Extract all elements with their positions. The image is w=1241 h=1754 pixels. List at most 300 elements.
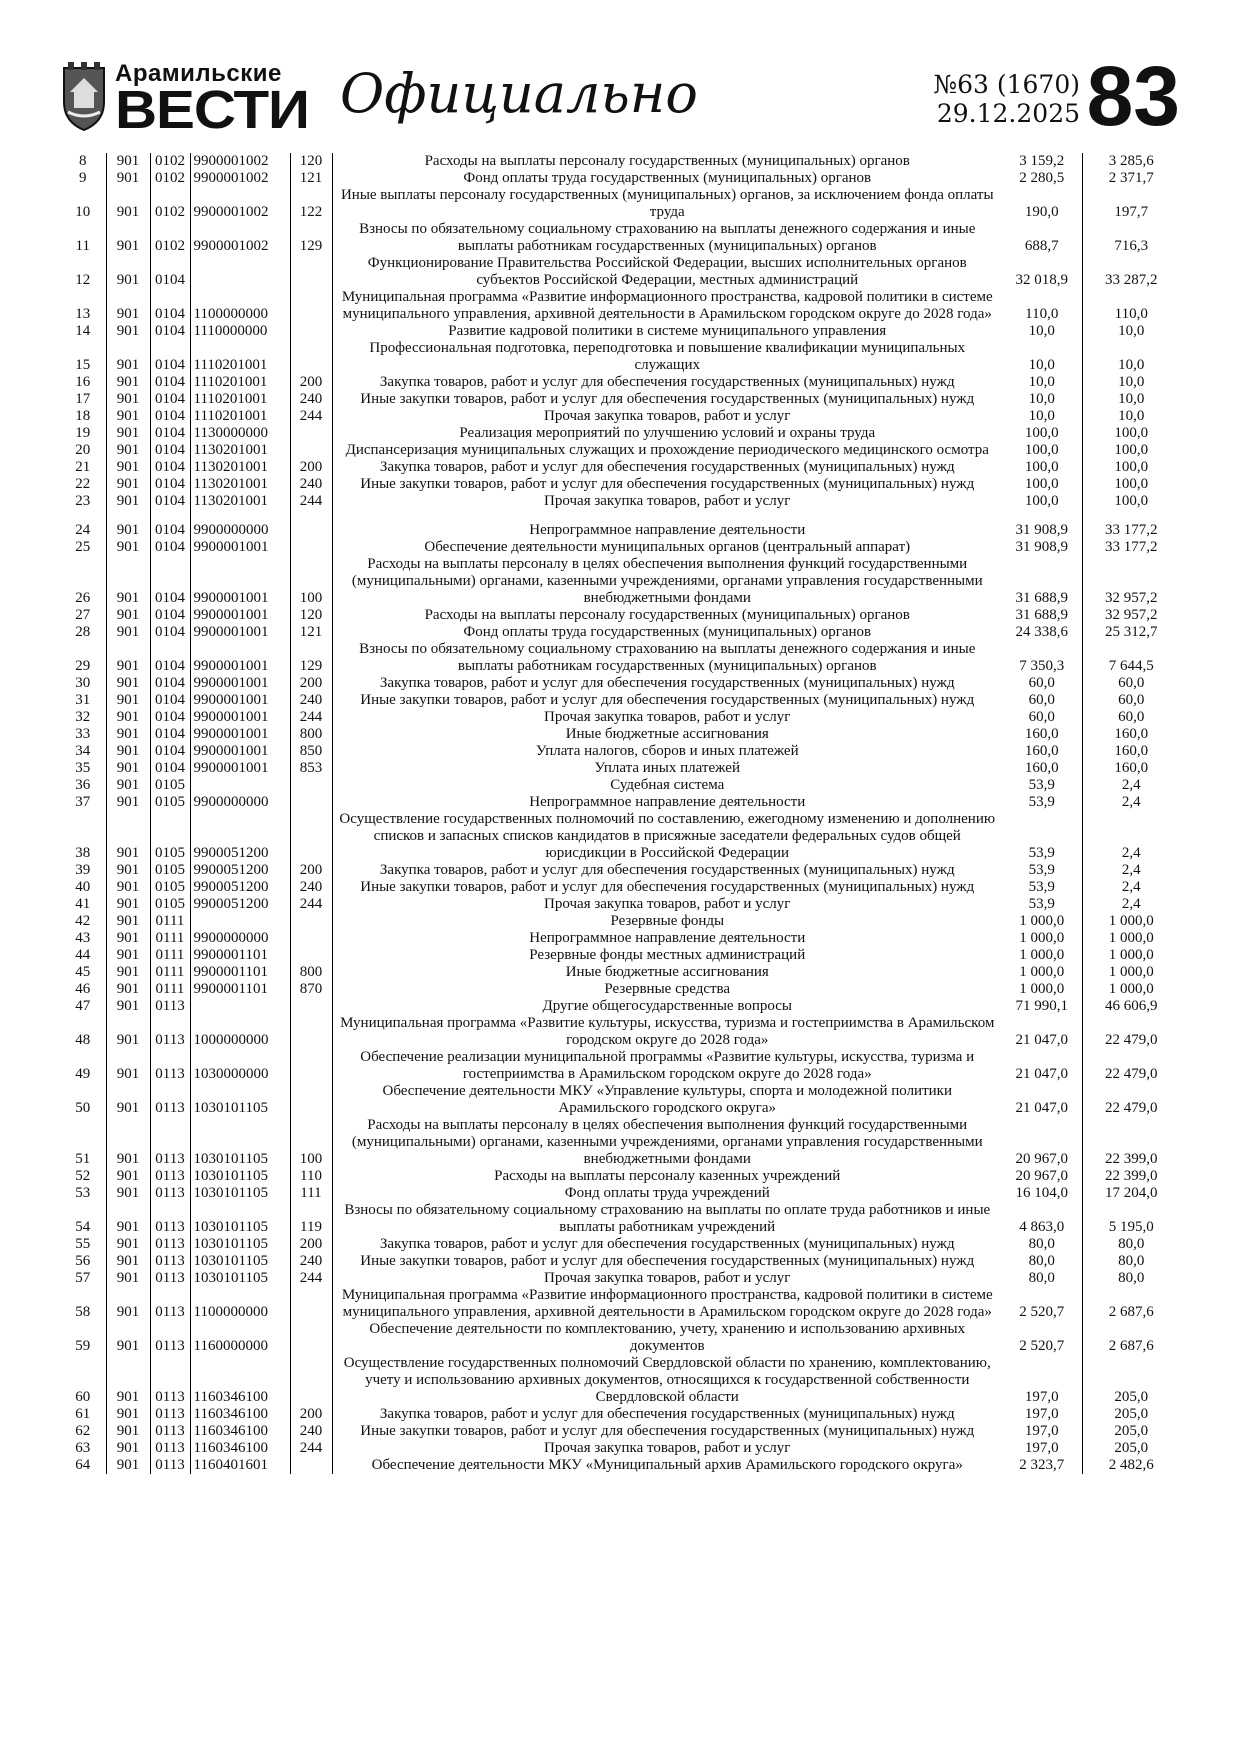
section-code: 0104 — [150, 476, 190, 493]
admin-code: 901 — [106, 408, 150, 425]
amount-2027: 10,0 — [1118, 357, 1145, 373]
row-number: 59 — [60, 1321, 106, 1355]
expense-type: 200 — [290, 675, 332, 692]
amount-2026: 24 338,6 — [1002, 624, 1082, 641]
admin-code: 901 — [106, 964, 150, 981]
table-row — [60, 1321, 1180, 1355]
expense-type: 240 — [290, 391, 332, 408]
admin-code: 901 — [106, 187, 150, 221]
section-code: 0113 — [150, 1202, 190, 1236]
section-code: 0104 — [150, 675, 190, 692]
table-row — [60, 794, 1180, 811]
target-article: 1110201001 — [190, 391, 290, 408]
admin-code: 901 — [106, 794, 150, 811]
description: Муниципальная программа «Развитие информационного пространства, кадровой политики в системе муниципального управления, архивной деятельности в Арамильском городском округе до 2028 года» — [341, 1287, 993, 1320]
amount-2027: 80,0 — [1118, 1270, 1145, 1286]
amount-2027: 10,0 — [1118, 374, 1145, 390]
section-code: 0113 — [150, 1440, 190, 1457]
row-number: 61 — [60, 1406, 106, 1423]
admin-code: 901 — [106, 289, 150, 323]
target-article: 1130201001 — [190, 476, 290, 493]
expense-type — [290, 947, 332, 964]
description: Обеспечение деятельности муниципальных органов (центральный аппарат) — [424, 539, 911, 555]
expense-type — [290, 811, 332, 862]
amount-2026: 100,0 — [1002, 459, 1082, 476]
admin-code: 901 — [106, 624, 150, 641]
table-row — [60, 896, 1180, 913]
table-row — [60, 1287, 1180, 1321]
amount-2027: 80,0 — [1118, 1253, 1145, 1269]
admin-code: 901 — [106, 981, 150, 998]
target-article: 1110000000 — [190, 323, 290, 340]
expense-type: 240 — [290, 879, 332, 896]
description: Прочая закупка товаров, работ и услуг — [544, 896, 791, 912]
expense-type: 240 — [290, 1423, 332, 1440]
expense-type — [290, 425, 332, 442]
section-code: 0104 — [150, 408, 190, 425]
description: Закупка товаров, работ и услуг для обеспечения государственных (муниципальных) нужд — [379, 374, 955, 390]
section-code: 0111 — [150, 947, 190, 964]
admin-code: 901 — [106, 391, 150, 408]
amount-2026: 53,9 — [1002, 896, 1082, 913]
description: Реализация мероприятий по улучшению условий и охраны труда — [459, 425, 876, 441]
target-article: 9900051200 — [190, 862, 290, 879]
table-row — [60, 408, 1180, 425]
table-row — [60, 1423, 1180, 1440]
amount-2027: 33 177,2 — [1105, 522, 1158, 538]
row-number: 41 — [60, 896, 106, 913]
row-number: 24 — [60, 522, 106, 539]
description: Другие общегосударственные вопросы — [542, 998, 792, 1014]
table-row — [60, 476, 1180, 493]
target-article: 1100000000 — [190, 289, 290, 323]
description: Обеспечение реализации муниципальной программы «Развитие культуры, искусства, туризма и гостеприимства в Арамильском городском округе до 2028 года» — [360, 1049, 975, 1082]
admin-code: 901 — [106, 1406, 150, 1423]
expense-type: 120 — [290, 153, 332, 170]
amount-2026: 80,0 — [1002, 1253, 1082, 1270]
section-code: 0104 — [150, 459, 190, 476]
target-article — [190, 998, 290, 1015]
description: Закупка товаров, работ и услуг для обеспечения государственных (муниципальных) нужд — [379, 862, 955, 878]
amount-2026: 3 159,2 — [1002, 153, 1082, 170]
description: Иные бюджетные ассигнования — [565, 964, 769, 980]
expense-type: 129 — [290, 641, 332, 675]
description: Уплата иных платежей — [594, 760, 740, 776]
amount-2026: 10,0 — [1002, 391, 1082, 408]
row-number: 57 — [60, 1270, 106, 1287]
section-code: 0113 — [150, 1117, 190, 1168]
amount-2026: 160,0 — [1002, 726, 1082, 743]
admin-code: 901 — [106, 930, 150, 947]
amount-2026: 2 520,7 — [1002, 1321, 1082, 1355]
expense-type: 244 — [290, 493, 332, 510]
description: Закупка товаров, работ и услуг для обеспечения государственных (муниципальных) нужд — [379, 675, 955, 691]
amount-2027: 22 399,0 — [1105, 1168, 1158, 1184]
table-row — [60, 998, 1180, 1015]
amount-2026: 53,9 — [1002, 879, 1082, 896]
target-article: 9900001001 — [190, 641, 290, 675]
section-code: 0104 — [150, 692, 190, 709]
row-number: 28 — [60, 624, 106, 641]
amount-2027: 22 479,0 — [1105, 1032, 1158, 1048]
target-article — [190, 777, 290, 794]
budget-table-body — [60, 153, 1180, 1474]
expense-type: 240 — [290, 476, 332, 493]
amount-2027: 1 000,0 — [1108, 930, 1154, 946]
target-article: 1160346100 — [190, 1423, 290, 1440]
amount-2027: 1 000,0 — [1108, 981, 1154, 997]
expense-type: 240 — [290, 692, 332, 709]
admin-code: 901 — [106, 675, 150, 692]
description: Функционирование Правительства Российской Федерации, высших исполнительных органов субъектов Российской Федерации, местных администраций — [367, 255, 967, 288]
expense-type: 244 — [290, 1440, 332, 1457]
expense-type: 121 — [290, 624, 332, 641]
table-row — [60, 170, 1180, 187]
description: Диспансеризация муниципальных служащих и прохождение периодического медицинского осмотра — [345, 442, 989, 458]
section-code: 0104 — [150, 522, 190, 539]
target-article: 1000000000 — [190, 1015, 290, 1049]
amount-2026: 20 967,0 — [1002, 1168, 1082, 1185]
table-row — [60, 1440, 1180, 1457]
admin-code: 901 — [106, 493, 150, 510]
row-number: 63 — [60, 1440, 106, 1457]
target-article: 9900051200 — [190, 811, 290, 862]
description: Обеспечение деятельности по комплектованию, учету, хранению и использованию архивных документов — [369, 1321, 966, 1354]
row-number: 36 — [60, 777, 106, 794]
section-code: 0113 — [150, 1049, 190, 1083]
amount-2027: 10,0 — [1118, 323, 1145, 339]
table-row — [60, 777, 1180, 794]
expense-type: 244 — [290, 896, 332, 913]
description: Осуществление государственных полномочий Свердловской области по хранению, комплектованию, учету и использованию архивных документов, относящихся к государственной собственности Свердловской области — [343, 1355, 991, 1405]
description: Непрограммное направление деятельности — [529, 522, 806, 538]
amount-2027: 100,0 — [1114, 476, 1149, 492]
admin-code: 901 — [106, 556, 150, 607]
target-article: 1030000000 — [190, 1049, 290, 1083]
section-code: 0104 — [150, 743, 190, 760]
expense-type — [290, 1287, 332, 1321]
section-code: 0111 — [150, 930, 190, 947]
admin-code: 901 — [106, 1015, 150, 1049]
expense-type: 100 — [290, 1117, 332, 1168]
table-row — [60, 425, 1180, 442]
issue-info — [880, 70, 1080, 128]
table-row — [60, 743, 1180, 760]
section-code: 0104 — [150, 607, 190, 624]
admin-code: 901 — [106, 1355, 150, 1406]
expense-type: 121 — [290, 170, 332, 187]
section-code: 0104 — [150, 374, 190, 391]
table-row — [60, 221, 1180, 255]
amount-2027: 716,3 — [1114, 238, 1149, 254]
section-code: 0113 — [150, 998, 190, 1015]
description: Прочая закупка товаров, работ и услуг — [544, 408, 791, 424]
amount-2027: 160,0 — [1114, 760, 1149, 776]
target-article: 1110201001 — [190, 340, 290, 374]
amount-2027: 205,0 — [1114, 1423, 1149, 1439]
admin-code: 901 — [106, 811, 150, 862]
section-code: 0113 — [150, 1457, 190, 1474]
amount-2026: 53,9 — [1002, 777, 1082, 794]
target-article: 9900001101 — [190, 981, 290, 998]
row-number: 43 — [60, 930, 106, 947]
expense-type — [290, 1321, 332, 1355]
amount-2027: 100,0 — [1114, 425, 1149, 441]
admin-code: 901 — [106, 1117, 150, 1168]
row-number: 42 — [60, 913, 106, 930]
admin-code: 901 — [106, 1049, 150, 1083]
amount-2027: 197,7 — [1114, 204, 1149, 220]
section-code: 0104 — [150, 289, 190, 323]
target-article: 9900001001 — [190, 556, 290, 607]
expense-type — [290, 1015, 332, 1049]
description: Фонд оплаты труда государственных (муниципальных) органов — [463, 624, 872, 640]
target-article: 1130201001 — [190, 459, 290, 476]
amount-2027: 1 000,0 — [1108, 913, 1154, 929]
row-number: 23 — [60, 493, 106, 510]
row-number: 19 — [60, 425, 106, 442]
table-row — [60, 692, 1180, 709]
table-row — [60, 879, 1180, 896]
budget-table — [60, 153, 1180, 1474]
target-article: 1030101105 — [190, 1185, 290, 1202]
description: Прочая закупка товаров, работ и услуг — [544, 1270, 791, 1286]
amount-2027: 205,0 — [1114, 1389, 1149, 1405]
section-code: 0104 — [150, 556, 190, 607]
section-code: 0113 — [150, 1168, 190, 1185]
admin-code: 901 — [106, 153, 150, 170]
admin-code: 901 — [106, 692, 150, 709]
row-number: 12 — [60, 255, 106, 289]
city-emblem-icon — [60, 62, 108, 132]
amount-2026: 1 000,0 — [1002, 930, 1082, 947]
amount-2026: 1 000,0 — [1002, 913, 1082, 930]
target-article: 9900001001 — [190, 743, 290, 760]
admin-code: 901 — [106, 221, 150, 255]
admin-code: 901 — [106, 476, 150, 493]
section-code: 0104 — [150, 391, 190, 408]
admin-code: 901 — [106, 743, 150, 760]
target-article: 9900001002 — [190, 170, 290, 187]
table-row — [60, 442, 1180, 459]
amount-2027: 46 606,9 — [1105, 998, 1158, 1014]
amount-2027: 2,4 — [1121, 777, 1141, 793]
target-article: 9900000000 — [190, 522, 290, 539]
target-article: 1160000000 — [190, 1321, 290, 1355]
description: Фонд оплаты труда государственных (муниципальных) органов — [463, 170, 872, 186]
description: Закупка товаров, работ и услуг для обеспечения государственных (муниципальных) нужд — [379, 1236, 955, 1252]
description: Иные закупки товаров, работ и услуг для обеспечения государственных (муниципальных) нужд — [360, 879, 975, 895]
table-row — [60, 760, 1180, 777]
table-row — [60, 726, 1180, 743]
amount-2026: 32 018,9 — [1002, 255, 1082, 289]
amount-2026: 80,0 — [1002, 1236, 1082, 1253]
target-article — [190, 913, 290, 930]
expense-type — [290, 323, 332, 340]
expense-type: 240 — [290, 1253, 332, 1270]
description: Прочая закупка товаров, работ и услуг — [544, 493, 791, 509]
section-code: 0113 — [150, 1321, 190, 1355]
row-number: 8 — [60, 153, 106, 170]
target-article: 9900001001 — [190, 624, 290, 641]
expense-type — [290, 522, 332, 539]
row-number: 46 — [60, 981, 106, 998]
table-row — [60, 187, 1180, 221]
expense-type: 110 — [290, 1168, 332, 1185]
row-number: 11 — [60, 221, 106, 255]
newspaper-logo — [60, 58, 309, 140]
amount-2026: 190,0 — [1002, 187, 1082, 221]
row-number: 21 — [60, 459, 106, 476]
target-article — [190, 255, 290, 289]
table-row — [60, 289, 1180, 323]
row-number: 62 — [60, 1423, 106, 1440]
amount-2027: 33 177,2 — [1105, 539, 1158, 555]
table-row — [60, 709, 1180, 726]
row-number: 38 — [60, 811, 106, 862]
issue-number: №63 (1670) — [933, 70, 1080, 99]
admin-code: 901 — [106, 1287, 150, 1321]
admin-code: 901 — [106, 913, 150, 930]
section-code: 0104 — [150, 255, 190, 289]
expense-type — [290, 913, 332, 930]
section-code: 0113 — [150, 1185, 190, 1202]
expense-type — [290, 1457, 332, 1474]
row-number: 16 — [60, 374, 106, 391]
amount-2027: 1 000,0 — [1108, 964, 1154, 980]
admin-code: 901 — [106, 374, 150, 391]
amount-2027: 2,4 — [1121, 794, 1141, 810]
expense-type — [290, 998, 332, 1015]
row-number: 35 — [60, 760, 106, 777]
amount-2026: 21 047,0 — [1002, 1083, 1082, 1117]
admin-code: 901 — [106, 340, 150, 374]
amount-2026: 10,0 — [1002, 340, 1082, 374]
amount-2026: 197,0 — [1002, 1423, 1082, 1440]
target-article: 9900001001 — [190, 692, 290, 709]
row-number: 30 — [60, 675, 106, 692]
target-article: 1030101105 — [190, 1117, 290, 1168]
description: Расходы на выплаты персоналу государственных (муниципальных) органов — [424, 607, 910, 623]
table-row — [60, 1253, 1180, 1270]
section-code: 0105 — [150, 879, 190, 896]
expense-type — [290, 539, 332, 556]
table-row — [60, 1270, 1180, 1287]
row-number: 10 — [60, 187, 106, 221]
amount-2027: 2,4 — [1121, 845, 1141, 861]
amount-2026: 7 350,3 — [1002, 641, 1082, 675]
target-article: 9900001002 — [190, 153, 290, 170]
admin-code: 901 — [106, 607, 150, 624]
table-row — [60, 153, 1180, 170]
amount-2026: 31 908,9 — [1002, 539, 1082, 556]
description: Иные выплаты персоналу государственных (муниципальных) органов, за исключением фонда оплаты труда — [340, 187, 994, 220]
description: Прочая закупка товаров, работ и услуг — [544, 709, 791, 725]
section-code: 0104 — [150, 641, 190, 675]
section-code: 0104 — [150, 323, 190, 340]
admin-code: 901 — [106, 726, 150, 743]
target-article: 1130201001 — [190, 442, 290, 459]
section-code: 0104 — [150, 760, 190, 777]
section-code: 0113 — [150, 1406, 190, 1423]
admin-code: 901 — [106, 777, 150, 794]
description: Муниципальная программа «Развитие информационного пространства, кадровой политики в системе муниципального управления, архивной деятельности в Арамильском городском округе до 2028 года» — [341, 289, 993, 322]
expense-type: 122 — [290, 187, 332, 221]
admin-code: 901 — [106, 1236, 150, 1253]
target-article: 9900051200 — [190, 896, 290, 913]
target-article: 9900001002 — [190, 187, 290, 221]
row-number: 56 — [60, 1253, 106, 1270]
row-number: 22 — [60, 476, 106, 493]
expense-type: 850 — [290, 743, 332, 760]
admin-code: 901 — [106, 1457, 150, 1474]
table-row — [60, 556, 1180, 607]
amount-2026: 197,0 — [1002, 1406, 1082, 1423]
description: Взносы по обязательному социальному страхованию на выплаты по оплате труда работников и иные выплаты работникам учреждений — [344, 1202, 991, 1235]
target-article: 1100000000 — [190, 1287, 290, 1321]
section-code: 0104 — [150, 624, 190, 641]
table-row — [60, 811, 1180, 862]
section-code: 0113 — [150, 1083, 190, 1117]
amount-2027: 3 285,6 — [1108, 153, 1154, 169]
amount-2027: 160,0 — [1114, 726, 1149, 742]
table-row — [60, 459, 1180, 476]
amount-2027: 60,0 — [1118, 709, 1145, 725]
target-article: 9900001001 — [190, 607, 290, 624]
target-article: 1030101105 — [190, 1168, 290, 1185]
row-number: 34 — [60, 743, 106, 760]
amount-2026: 16 104,0 — [1002, 1185, 1082, 1202]
table-row — [60, 522, 1180, 539]
amount-2027: 22 479,0 — [1105, 1100, 1158, 1116]
target-article: 1030101105 — [190, 1083, 290, 1117]
target-article: 1030101105 — [190, 1253, 290, 1270]
table-row — [60, 539, 1180, 556]
target-article: 1110201001 — [190, 374, 290, 391]
section-code: 0105 — [150, 811, 190, 862]
admin-code: 901 — [106, 442, 150, 459]
expense-type: 870 — [290, 981, 332, 998]
row-number: 44 — [60, 947, 106, 964]
amount-2027: 25 312,7 — [1105, 624, 1158, 640]
table-row — [60, 607, 1180, 624]
table-row — [60, 391, 1180, 408]
expense-type — [290, 1083, 332, 1117]
target-article: 1030101105 — [190, 1202, 290, 1236]
section-code: 0104 — [150, 425, 190, 442]
table-row — [60, 323, 1180, 340]
section-code: 0105 — [150, 777, 190, 794]
table-row — [60, 1457, 1180, 1474]
table-row — [60, 1117, 1180, 1168]
description: Иные бюджетные ассигнования — [565, 726, 769, 742]
amount-2026: 100,0 — [1002, 425, 1082, 442]
amount-2027: 32 957,2 — [1105, 590, 1158, 606]
row-number: 50 — [60, 1083, 106, 1117]
amount-2027: 10,0 — [1118, 408, 1145, 424]
admin-code: 901 — [106, 255, 150, 289]
row-number: 26 — [60, 556, 106, 607]
row-number: 18 — [60, 408, 106, 425]
admin-code: 901 — [106, 879, 150, 896]
amount-2026: 2 280,5 — [1002, 170, 1082, 187]
target-article: 9900051200 — [190, 879, 290, 896]
row-number: 49 — [60, 1049, 106, 1083]
description: Непрограммное направление деятельности — [529, 794, 806, 810]
amount-2027: 2 687,6 — [1108, 1338, 1154, 1354]
amount-2026: 197,0 — [1002, 1355, 1082, 1406]
section-code: 0113 — [150, 1270, 190, 1287]
